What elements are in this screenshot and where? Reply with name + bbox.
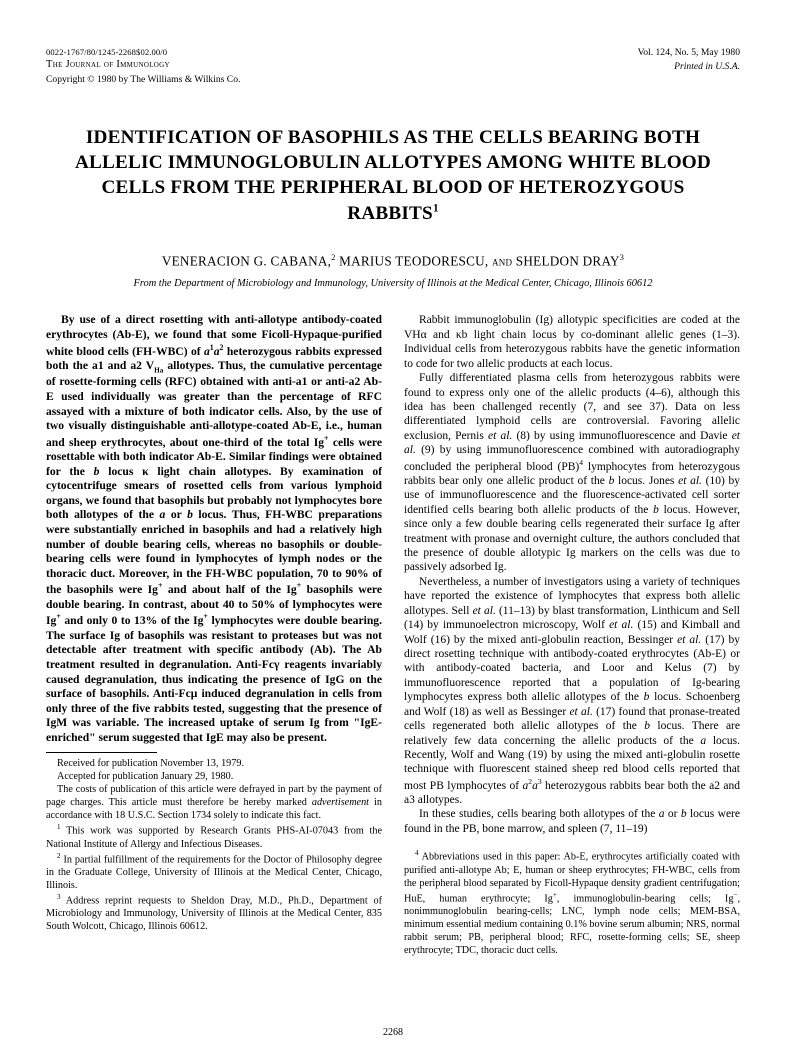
p2-seg-7: locus. However, since only a few double bearing cells regenerated their surface Ig after treatment with pronase and overnight culture, the authors concluded that the presence of double allotypic Ig markers on the cells was due to passively adsorbed Ig. [404,503,740,574]
p3-locus-a: a [700,734,707,747]
author-second: MARIUS TEODORESCU, [335,253,492,269]
introduction-body [404,313,740,836]
abstract-sup-plus-2: + [157,581,163,591]
abbrev-seg-3: , nonimmunoglobulin bearing-cells; LNC, lymph node cells; MEM-BSA, minimum essential medium containing 0.1% bovine serum albumin; NRS, normal rabbit serum; PB, peripheral blood; RFC, rosette-forming cells; SE, sheep erythrocyte; TDC, thoracic duct cells. [404,892,740,956]
p3-seg-6: (17) found that pronase-treated cells regenerated both allelic allotypes of the [404,705,740,733]
p2-abbrev-marker: 4 [579,457,584,467]
p3-locus-b-1: b [643,691,650,704]
abbreviations-marker: 4 [415,849,419,858]
p4-seg-3: locus were found in the PB, bone marrow, and spleen (7, 11–19) [404,808,740,835]
p3-seg-5: locus. Schoenberg and Wolf (18) as well as Bessinger [404,691,740,718]
page-title [46,125,740,226]
title-text: IDENTIFICATION OF BASOPHILS AS THE CELLS BEARING BOTH ALLELIC IMMUNOGLOBULIN ALLOTYPES AMONG WHITE BLOOD CELLS FROM THE PERIPHERAL BLOOD OF HETEROZYGOUS RABBITS [74,126,711,224]
masthead [46,46,740,87]
page-charges-note [46,784,382,823]
received-date: Received for publication November 13, 1979. [57,758,245,770]
abstract-seg-2: heterozygous rabbits expressed both the a1 and a2 V [46,344,382,373]
abstract-sup-1: 1 [209,342,214,352]
p2-etal-3: et al. [678,474,702,487]
author-first: VENERACION G. CABANA, [161,253,332,269]
p2-seg-3: (9) by using immunofluorescence combined with autoradiography concluded the peripheral blood (PB) [404,444,740,473]
author-third: SHELDON DRAY [512,253,620,269]
abbreviations-footnote [404,849,740,957]
p2-seg-5: locus. Jones [614,474,679,487]
p2-seg-6: (10) by use of immunofluorescence and the fluorescence-activated cell sorter identified cells bearing both allelic products of the [404,474,740,516]
footnote-3-marker: 3 [57,892,61,901]
footnote-rule-left [46,752,157,753]
abstract [46,313,382,745]
issn-code-line: 0022-1767/80/1245-2268$02.00/0 [46,47,168,57]
p3-sup-3: 3 [537,776,542,786]
abbrev-seg-2: , immunoglobulin-bearing cells; Ig [556,892,734,904]
p3-seg-2: (11–13) by blast transformation, Linthicum and Sell (14) by immunoelectron microscopy, Wolf [404,604,740,632]
abstract-sub-ha: Ha [154,366,164,375]
p2-seg-1: Fully differentiated plasma cells from heterozygous rabbits were found to express only one of the allelic products (4–6), although this idea has been challenged recently (7, and see 37). Data on less differentiated lymphoid cells are controversial. Favoring allelic exclusion, Pernis [404,372,740,442]
abstract-seg-6: or [165,508,188,522]
p3-allotype-a2: a [522,779,529,792]
footnote-1 [46,823,382,851]
footnote-2-text: In partial fulfillment of the requirements for the Doctor of Philosophy degree in the Graduate College, University of Illinois at the Medical Center, Chicago, Illinois. [46,853,382,891]
abbrev-sup-minus: − [733,890,738,899]
p3-allotype-a3: a [532,779,538,792]
abstract-locus-b-2: b [187,508,193,522]
abbrev-seg-1: Abbreviations used in this paper: Ab-E, erythrocytes artificially coated with purified anti-allotype Ab; E, human or sheep erythrocytes; FH-WBC, cells from the peripheral blood separated by Ficoll-Hypaque density gradient centrifugation; HuE, human erythrocyte; Ig [404,851,740,904]
abstract-seg-11: lymphocytes were double bearing. The surface Ig of basophils was resistant to proteases but was not detectable after treatment with specific antibody (Ab). The Ab treatment resulted in degranulation. Anti-Fcγ reagents invariably caused degranulation, thus indicating the presence of IgG on the surface of basophils. Anti-Fcμ induced degranulation in cells from only three of the five rabbits tested, suggesting that the presence of IgM was variable. The increased uptake of serum Ig from "IgE-enriched" serum suggested that IgE may also be present. [46,614,382,744]
advertisement-word: advertisement [311,797,370,809]
p3-seg-4: (17) by direct rosetting technique with antibody-coated erythrocytes (Ab-E) or with antibody-coated bacteria, and Loor and Kelus (7) by immunofluorescence reported that a population of Ig-bearing lymphocytes express both allelic allotypes of the [404,633,740,704]
abstract-seg-9: basophils were double bearing. In contrast, about 40 to 50% of lymphocytes were Ig [46,583,382,628]
abstract-locus-b-1: b [93,464,100,478]
page-charges-seg-2: in accordance with 18 U.S.C. Section 1734 solely to indicate this fact. [46,797,382,822]
footnote-1-marker: 1 [57,823,61,832]
p3-etal-1: et al. [472,604,496,617]
abstract-seg-10: and only 0 to 13% of the Ig [60,614,204,628]
p2-locus-b-2: b [653,503,659,516]
p2-etal-1: et al. [488,429,513,442]
copyright-line: Copyright © 1980 by The Williams & Wilkins Co. [46,74,241,86]
author-third-marker: 3 [619,253,625,263]
abbrev-sup-plus: + [552,890,557,899]
left-footnotes [46,758,382,934]
abstract-allotype-a2: a [213,344,220,358]
abstract-seg-5: locus κ light chain allotypes. By examination of cytocentrifuge smears of rosetted cells from various lymphoid organs, we found that basophils but probably not lymphocytes bore both allotypes of the [46,464,382,522]
abstract-seg-7: locus. Thus, FH-WBC preparations were substantially enriched in basophils and had a relatively high number of double bearing cells, whereas no basophils or double-bearing cells were found in lymphocytes of lymph nodes or the thoracic duct. Moreover, in the FH-WBC population, 70 to 90% of the basophils were Ig [46,508,382,597]
footnote-1-text: This work was supported by Research Grants PHS-AI-07043 from the National Institute of Allergy and Infectious Diseases. [46,825,382,850]
p3-seg-3: (15) and Kimball and Wolf (16) by the mixed anti-globulin reaction, Bessinger [404,619,741,646]
right-footnotes [404,849,740,957]
p4-locus-a: a [658,808,665,821]
intro-paragraph-1: Rabbit immunoglobulin (Ig) allotypic specificities are coded at the VHα and κb light chain locus by co-dominant allelic genes (1–3). Individual cells from heterozygous rabbits have the genetic information to code for two allelic products at each locus. [404,314,740,370]
p3-etal-3: et al. [677,633,702,646]
abstract-seg-1: By use of a direct rosetting with anti-allotype antibody-coated erythrocytes (Ab-E), we found that some Ficoll-Hypaque-purified white blood cells (FH-WBC) of [46,313,382,358]
abstract-locus-a: a [159,508,166,522]
p3-etal-4: et al. [569,705,593,718]
intro-paragraph-3 [404,575,740,808]
abstract-allotype-a1: a [204,344,210,358]
title-footnote-marker: 1 [432,202,439,215]
p3-seg-8: locus. Recently, Wolf and Wang (19) by using the mixed anti-globulin rosette technique with fluorescent stained sheep red blood cells reported that most PB lymphocytes of [404,734,741,792]
intro-paragraph-2 [404,371,740,575]
masthead-right [638,46,740,73]
masthead-left [46,46,240,87]
abstract-seg-3: allotypes. Thus, the cumulative percentage of rosette-forming cells (RFC) obtained with anti-a1 or anti-a2 Ab-E used individually was greater than the percentage of RFC assayed with a mixture of both indicator cells. Also, by the use of two visually distinguishable anti-allotype-coated Ab-E, i.e., human and sheep erythrocytes, about one-third of the total Ig [46,359,382,449]
left-column [46,313,382,957]
author-conjunction: and [492,253,513,269]
footnote-2-marker: 2 [57,851,61,860]
abstract-sup-plus-1: + [324,433,329,443]
accepted-date: Accepted for publication January 29, 1980. [57,771,234,783]
p3-seg-9: heterozygous rabbits bear both the a2 and a3 allotypes. [404,779,740,807]
author-first-marker: 2 [331,253,336,263]
p2-seg-2: (8) by using immunofluorescence and Davie [512,429,732,442]
abstract-sup-2: 2 [219,342,224,352]
right-column [404,313,740,957]
journal-name: The Journal of Immunology [46,59,170,71]
author-list [46,253,740,269]
abstract-sup-plus-5: + [203,612,208,622]
volume-issue-line: Vol. 124, No. 5, May 1980 [637,47,740,58]
footnote-3-text: Address reprint requests to Sheldon Dray, M.D., Ph.D., Department of Microbiology and Immunology, University of Illinois at the Medical Center, 835 South Wolcott, Chicago, Illinois 60612. [46,895,382,933]
p4-locus-b: b [680,808,687,821]
p3-locus-b-2: b [644,720,650,733]
two-column-body [46,313,740,957]
p2-seg-4: lymphocytes from heterozygous rabbits bear only one allelic product of the [404,460,741,487]
p4-seg-2: or [664,808,681,821]
p2-etal-2: et al. [404,429,740,457]
abstract-seg-8: and about half of the Ig [162,583,297,597]
p3-etal-2: et al. [609,619,634,632]
printed-in-line: Printed in U.S.A. [674,60,740,72]
abstract-sup-plus-3: + [296,581,302,591]
p3-seg-1: Nevertheless, a number of investigators using a variety of techniques have reported the existence of lymphocytes that express both allelic allotypes. Sell [404,575,740,617]
p3-seg-7: locus. There are relatively few data concerning the allelic products of the [404,720,740,747]
affiliation: From the Department of Microbiology and Immunology, University of Illinois at the Medical Center, Chicago, Illinois 60612 [133,278,653,290]
p2-locus-b-1: b [608,474,615,487]
abstract-seg-4: cells were rosettable with both indicator Ab-E. Similar findings were obtained for the [46,435,382,478]
page-charges-seg-1: The costs of publication of this article were defrayed in part by the payment of page charges. This article must therefore be hereby marked [46,784,382,809]
abstract-sup-plus-4: + [56,612,61,622]
intro-paragraph-4 [404,807,740,836]
p3-sup-2: 2 [528,776,533,786]
footnote-2 [46,852,382,893]
page-number: 2268 [383,1027,403,1038]
footnote-3 [46,893,382,934]
p4-seg-1: In these studies, cells bearing both allotypes of the [419,808,659,821]
